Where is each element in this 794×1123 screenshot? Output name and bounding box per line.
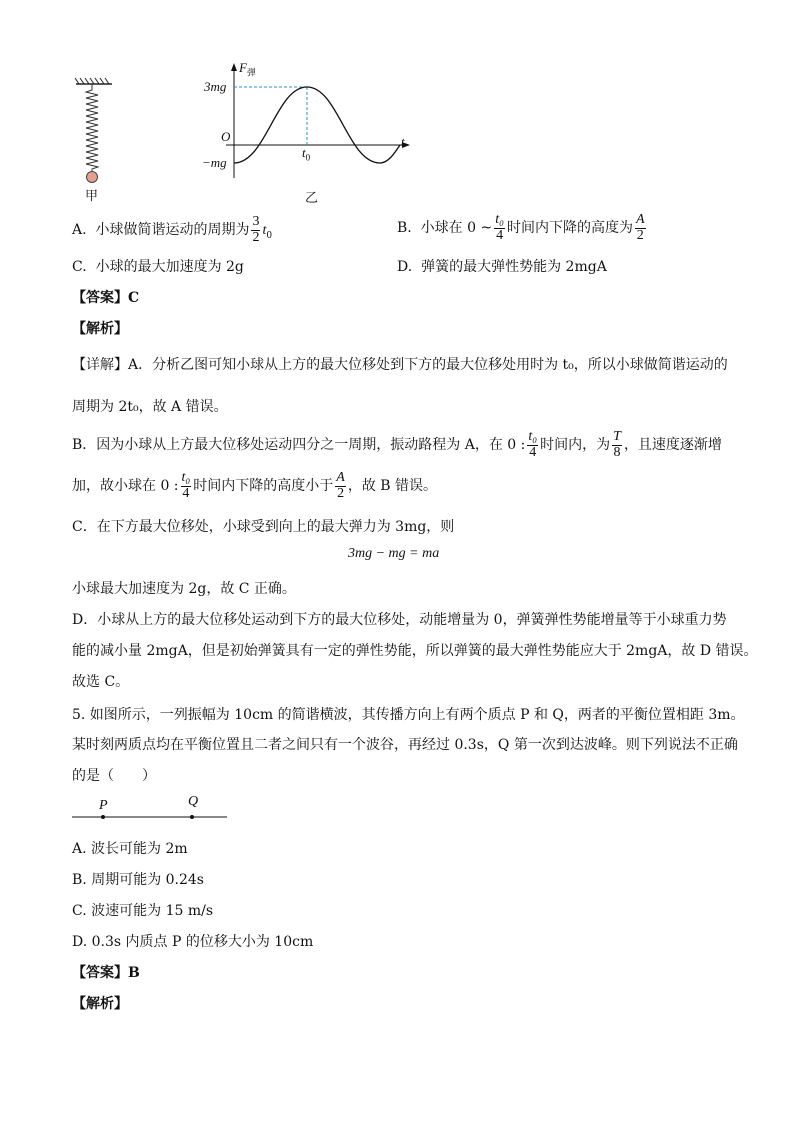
q4-detail-d-line2: 能的减小量 2mgA，但是初始弹簧具有一定的弹性势能，所以弹簧的最大弹性势能应大于 2mgA，故 D 错误。 [72, 643, 758, 659]
q4-detail-a-line2: 周期为 2t₀，故 A 错误。 [72, 399, 228, 415]
q4-option-d: D. 弹簧的最大弹性势能为 2mgA [397, 259, 607, 275]
y-axis-label: $F_弹$ [239, 60, 256, 78]
spring-label: 甲 [85, 189, 99, 204]
q4-detail-d-line1: D．小球从上方的最大位移处运动到下方的最大位移处，动能增量为 0，弹簧弹性势能增量等于小球重力势 [72, 612, 727, 628]
q4-detail-c-equation: 3mg − mg = ma [348, 546, 440, 561]
q4-detail-c-line2: 小球最大加速度为 2g，故 C 正确。 [72, 581, 296, 597]
q5-option-c: C. 波速可能为 15 m/s [72, 903, 214, 919]
q4-detail-b-line1: B．因为小球从上方最大位移处运动四分之一周期，振动路程为 A，在 0 : $\frac{\text{t₀}}{4}$ 时间内，为 $\frac{T}{8}$ ，且速度逐渐增 [72, 429, 722, 460]
ball [87, 172, 98, 183]
q5-option-b: B. 周期可能为 0.24s [72, 872, 204, 888]
q5-stem-line2: 某时刻两质点均在平衡位置且二者之间只有一个波谷，再经过 0.3s，Q 第一次到达波峰。则下列说法不正确 [72, 737, 738, 753]
origin-label: O [221, 129, 231, 144]
q5-stem-line1: 5. 如图所示，一列振幅为 10cm 的简谐横波，其传播方向上有两个质点 P 和 Q，两者的平衡位置相距 3m。 [72, 707, 745, 723]
q4-detail-c-line1: C．在下方最大位移处，小球受到向上的最大弹力为 3mg，则 [72, 519, 455, 535]
point-q-label: Q [188, 794, 199, 809]
tick-3mg: 3mg [204, 79, 227, 94]
q4-answer: 【答案】C [72, 290, 140, 306]
q5-option-d: D. 0.3s 内质点 P 的位移大小为 10cm [72, 934, 314, 950]
q4-detail-a-line1: 【详解】A．分析乙图可知小球从上方的最大位移处到下方的最大位移处用时为 t₀，所以小球做简谐运动的 [72, 357, 728, 373]
force-curve [234, 87, 400, 163]
q4-option-c: C. 小球的最大加速度为 2g [72, 259, 244, 275]
q4-analysis-heading: 【解析】 [72, 321, 128, 337]
tick-neg-mg: −mg [202, 155, 227, 170]
q4-conclusion: 故选 C。 [72, 674, 130, 690]
q4-detail-b-line2: 加，故小球在 0 : $\frac{\text{t₀}}{4}$ 时间内下降的高度小于 $\frac{A}{2}$ ，故 B 错误。 [72, 470, 438, 501]
point-p-label: P [99, 798, 108, 813]
q4-option-a: A. 小球做简谐运动的周期为 $\frac{3}{2}$ $t_0$ [72, 214, 273, 245]
wave-points-figure [72, 796, 232, 824]
q5-option-a: A. 波长可能为 2m [72, 841, 188, 857]
x-axis-label: t [401, 134, 405, 149]
q4-option-b: B. 小球在 0 ~ $\frac{\text{t₀}}{4}$ 时间内下降的高度为 $\frac{A}{2}$ [397, 212, 645, 243]
point-q-marker [190, 815, 194, 819]
point-p-marker [101, 815, 105, 819]
graph-label: 乙 [305, 191, 319, 206]
force-time-graph [196, 58, 426, 188]
tick-t0: $t_0$ [302, 145, 311, 163]
q5-analysis-heading: 【解析】 [72, 996, 128, 1012]
q5-answer: 【答案】B [72, 965, 140, 981]
q5-stem-line3: 的是（ ） [72, 768, 156, 784]
